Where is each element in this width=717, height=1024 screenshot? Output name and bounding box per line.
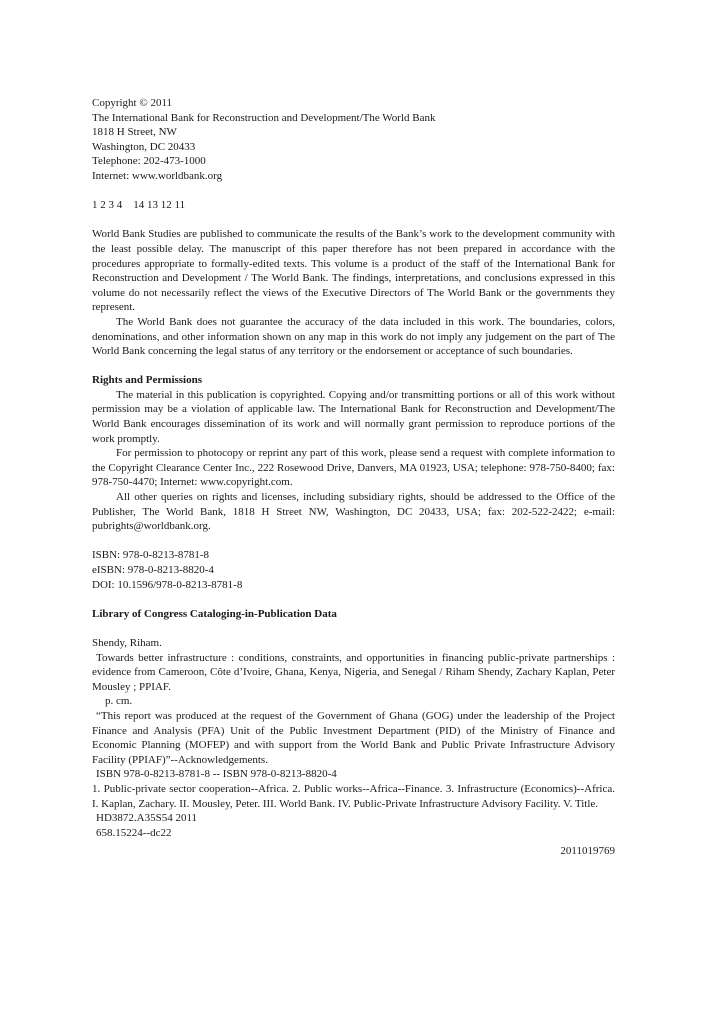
printing-line: 1 2 3 4 14 13 12 11 — [92, 199, 186, 212]
cip-call-number: HD3872.A35S54 2011 — [96, 812, 198, 825]
telephone-line: Telephone: 202-473-1000 — [92, 155, 206, 168]
cip-author: Shendy, Riham. — [92, 636, 162, 649]
copyright-block — [92, 96, 615, 184]
cip-subjects: 1. Public-private sector cooperation--Africa. 2. Public works--Africa--Finance. 3. Infrastructure (Economics)--Africa. I. Kaplan, Zachary. II. Mousley, Peter. III. World Bank. IV. Public-Private Infrastructure Advisory Facility. V. Title. — [92, 782, 615, 810]
cip-dewey: 658.15224--dc22 — [96, 826, 172, 839]
cip-title-entry: Towards better infrastructure : conditions, constraints, and opportunities in financing public-private partnerships : evidence from Cameroon, Côte d’Ivoire, Ghana, Kenya, Nigeria, and Senegal / Riham Shendy, Zachary Kaplan, Peter Mousley ; PPIAF. — [92, 651, 615, 693]
rights-paragraph-1: The material in this publication is copyrighted. Copying and/or transmitting portions or all of this work without permission may be a violation of applicable law. The International Bank for Reconstruction and Development/The World Bank encourages dissemination of its work and will normally grant permission to reproduce portions of the work promptly. — [92, 388, 615, 445]
isbn-line: ISBN: 978-0-8213-8781-8 — [92, 549, 210, 562]
publisher-line: The International Bank for Reconstruction and Development/The World Bank — [92, 111, 436, 124]
eisbn-line: eISBN: 978-0-8213-8820-4 — [92, 564, 214, 576]
cip-isbn-line: ISBN 978-0-8213-8781-8 -- ISBN 978-0-8213-8820-4 — [96, 768, 337, 781]
internet-line: Internet: www.worldbank.org — [92, 169, 223, 182]
rights-heading: Rights and Permissions — [92, 374, 203, 387]
rights-paragraph-3: All other queries on rights and licenses, including subsidiary rights, should be addressed to the Office of the Publisher, The World Bank, 1818 H Street NW, Washington, DC 20433, USA; fax: 202-522-2422; e-mail: pubrights@worldbank.org. — [92, 491, 615, 533]
address-street: 1818 H Street, NW — [92, 126, 177, 139]
intro-paragraph-2: The World Bank does not guarantee the accuracy of the data included in this work. The boundaries, colors, denominations, and other information shown on any map in this work do not imply any judgement on the part of The World Bank concerning the legal status of any territory or the endorsement or acceptance of such boundaries. — [92, 315, 615, 358]
copyright-page — [92, 96, 615, 859]
cip-heading: Library of Congress Cataloging-in-Publication Data — [92, 607, 337, 620]
doi-line: DOI: 10.1596/978-0-8213-8781-8 — [92, 578, 243, 591]
cip-lccn: 2011019769 — [560, 845, 615, 858]
cip-note: “This report was produced at the request of the Government of Ghana (GOG) under the leadership of the Project Finance and Analysis (PFA) Unit of the Public Investment Department (PID) of the Ministry of Finance and Economic Planning (MOFEP) and with support from the World Bank and Public Private Infrastructure Advisory Facility (PPIAF)”--Acknowledgements. — [92, 709, 615, 766]
address-city: Washington, DC 20433 — [92, 140, 196, 153]
cip-pagination: p. cm. — [105, 695, 133, 708]
copyright-line: Copyright © 2011 — [92, 97, 173, 109]
intro-paragraph-1: World Bank Studies are published to communicate the results of the Bank’s work to the development community with the least possible delay. The manuscript of this paper therefore has not been prepared in accordance with the procedures appropriate to formally-edited texts. This volume is a product of the staff of the International Bank for Reconstruction and Development / The World Bank. The findings, interpretations, and conclusions expressed in this volume do not necessarily reflect the views of the Executive Directors of The World Bank or the governments they represent. — [92, 228, 615, 314]
rights-paragraph-2: For permission to photocopy or reprint any part of this work, please send a request with complete information to the Copyright Clearance Center Inc., 222 Rosewood Drive, Danvers, MA 01923, USA; telephone: 978-750-8400; fax: 978-750-4470; Internet: www.copyright.com. — [92, 447, 615, 489]
